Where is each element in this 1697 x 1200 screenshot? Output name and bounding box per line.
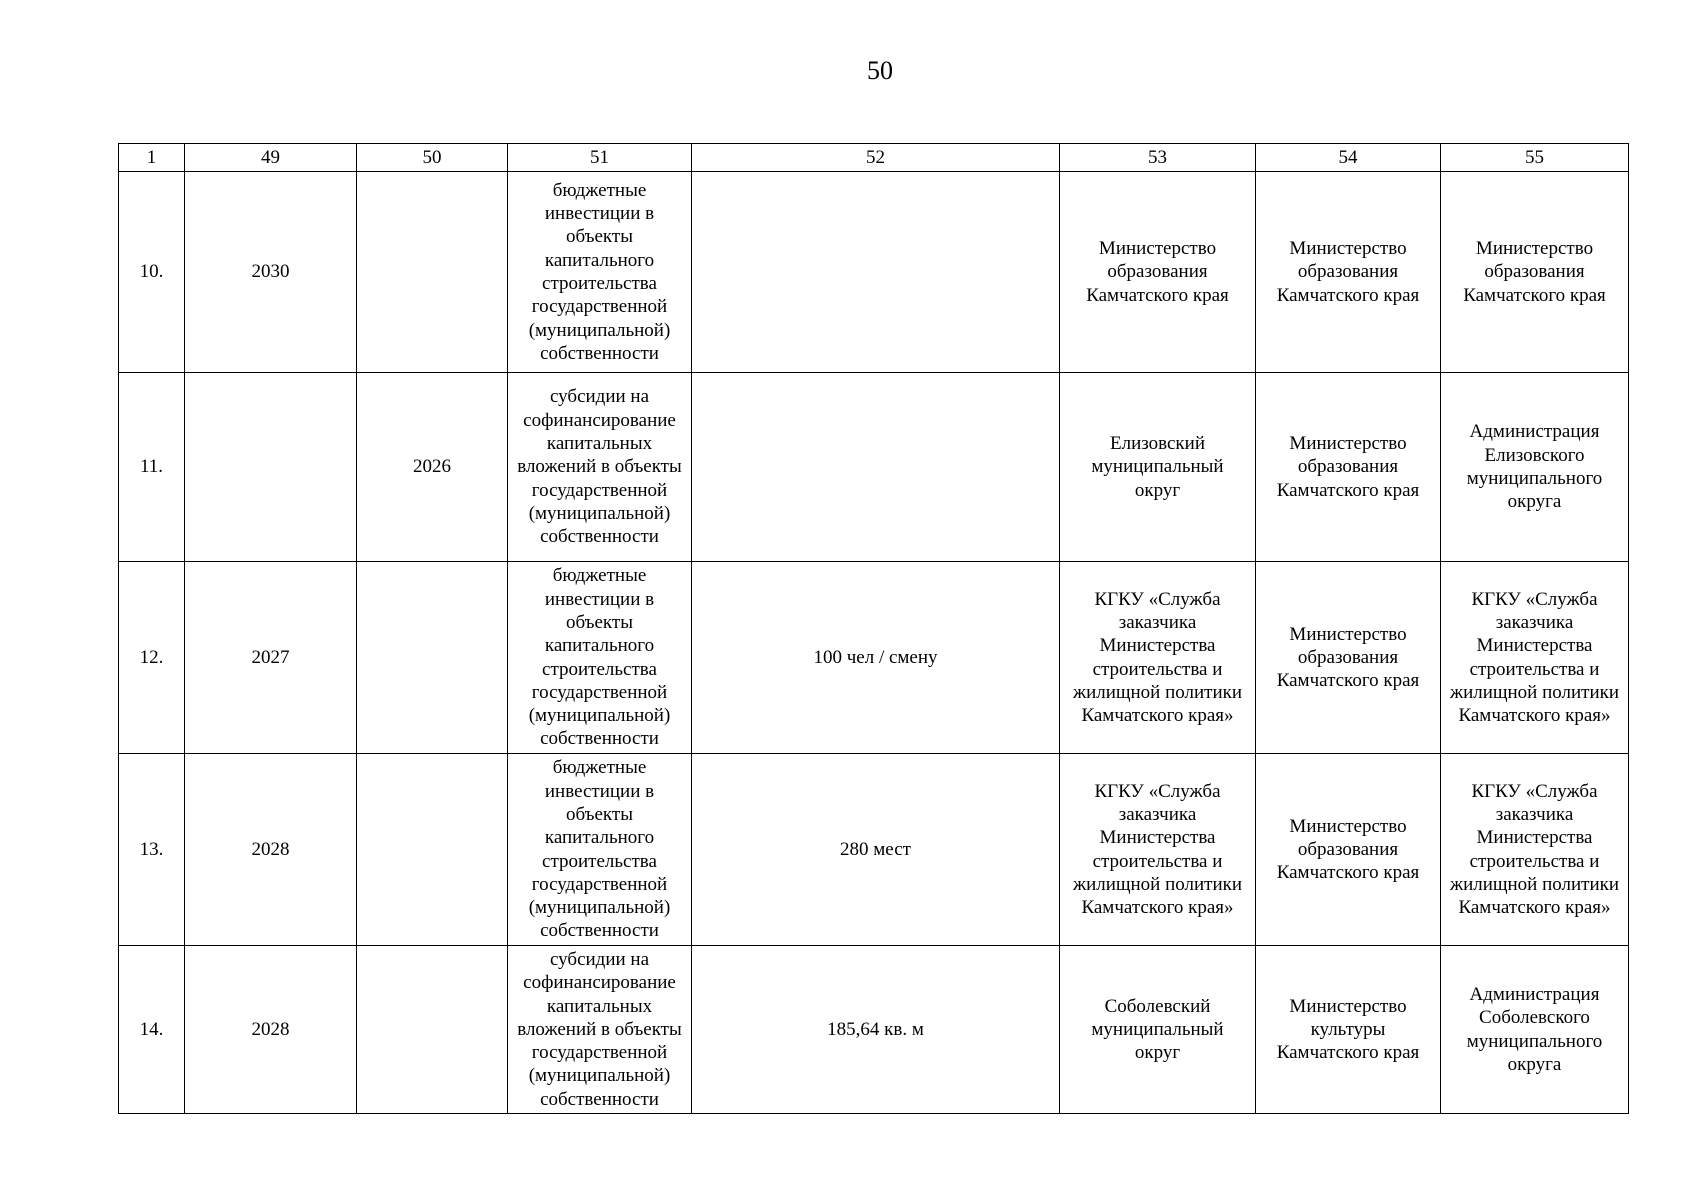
column-header-1: 1 — [119, 144, 185, 172]
col-52-cell: 185,64 кв. м — [692, 946, 1060, 1114]
col-49-cell — [185, 373, 357, 562]
col-52-cell — [692, 172, 1060, 373]
column-header-52: 52 — [692, 144, 1060, 172]
col-50-cell: 2026 — [357, 373, 508, 562]
col-55-cell: Администрация Елизовского муниципального округа — [1441, 373, 1629, 562]
row-number-cell: 10. — [119, 172, 185, 373]
col-54-cell: Министерство образования Камчатского края — [1256, 562, 1441, 754]
table-row — [119, 754, 1629, 946]
col-51-cell: бюджетные инвестиции в объекты капитального строительства государственной (муниципальной) собственности — [508, 754, 692, 946]
col-50-cell — [357, 172, 508, 373]
table-row — [119, 946, 1629, 1114]
col-50-cell — [357, 946, 508, 1114]
col-54-cell: Министерство образования Камчатского края — [1256, 172, 1441, 373]
col-53-cell: Министерство образования Камчатского края — [1060, 172, 1256, 373]
col-55-cell: Министерство образования Камчатского края — [1441, 172, 1629, 373]
col-51-cell: субсидии на софинансирование капитальных вложений в объекты государственной (муниципальной) собственности — [508, 946, 692, 1114]
col-51-cell: субсидии на софинансирование капитальных вложений в объекты государственной (муниципальной) собственности — [508, 373, 692, 562]
column-header-55: 55 — [1441, 144, 1629, 172]
col-50-cell — [357, 562, 508, 754]
col-53-cell: Соболевский муниципальный округ — [1060, 946, 1256, 1114]
col-49-cell: 2028 — [185, 754, 357, 946]
col-55-cell: КГКУ «Служба заказчика Министерства строительства и жилищной политики Камчатского края» — [1441, 754, 1629, 946]
col-53-cell: КГКУ «Служба заказчика Министерства строительства и жилищной политики Камчатского края» — [1060, 562, 1256, 754]
table-header-row — [119, 144, 1629, 172]
col-51-cell: бюджетные инвестиции в объекты капитального строительства государственной (муниципальной) собственности — [508, 562, 692, 754]
column-header-49: 49 — [185, 144, 357, 172]
table-row — [119, 373, 1629, 562]
page-number: 50 — [867, 56, 893, 85]
col-49-cell: 2030 — [185, 172, 357, 373]
col-54-cell: Министерство образования Камчатского края — [1256, 754, 1441, 946]
column-header-54: 54 — [1256, 144, 1441, 172]
data-table — [118, 143, 1629, 1114]
row-number-cell: 14. — [119, 946, 185, 1114]
col-50-cell — [357, 754, 508, 946]
col-51-cell: бюджетные инвестиции в объекты капитального строительства государственной (муниципальной) собственности — [508, 172, 692, 373]
row-number-cell: 11. — [119, 373, 185, 562]
col-53-cell: КГКУ «Служба заказчика Министерства строительства и жилищной политики Камчатского края» — [1060, 754, 1256, 946]
col-54-cell: Министерство культуры Камчатского края — [1256, 946, 1441, 1114]
row-number-cell: 12. — [119, 562, 185, 754]
column-header-51: 51 — [508, 144, 692, 172]
col-55-cell: КГКУ «Служба заказчика Министерства строительства и жилищной политики Камчатского края» — [1441, 562, 1629, 754]
table-row — [119, 172, 1629, 373]
col-52-cell: 100 чел / смену — [692, 562, 1060, 754]
column-header-50: 50 — [357, 144, 508, 172]
column-header-53: 53 — [1060, 144, 1256, 172]
table-row — [119, 562, 1629, 754]
col-49-cell: 2028 — [185, 946, 357, 1114]
col-53-cell: Елизовский муниципальный округ — [1060, 373, 1256, 562]
col-52-cell — [692, 373, 1060, 562]
col-54-cell: Министерство образования Камчатского края — [1256, 373, 1441, 562]
col-52-cell: 280 мест — [692, 754, 1060, 946]
row-number-cell: 13. — [119, 754, 185, 946]
col-49-cell: 2027 — [185, 562, 357, 754]
col-55-cell: Администрация Соболевского муниципального округа — [1441, 946, 1629, 1114]
